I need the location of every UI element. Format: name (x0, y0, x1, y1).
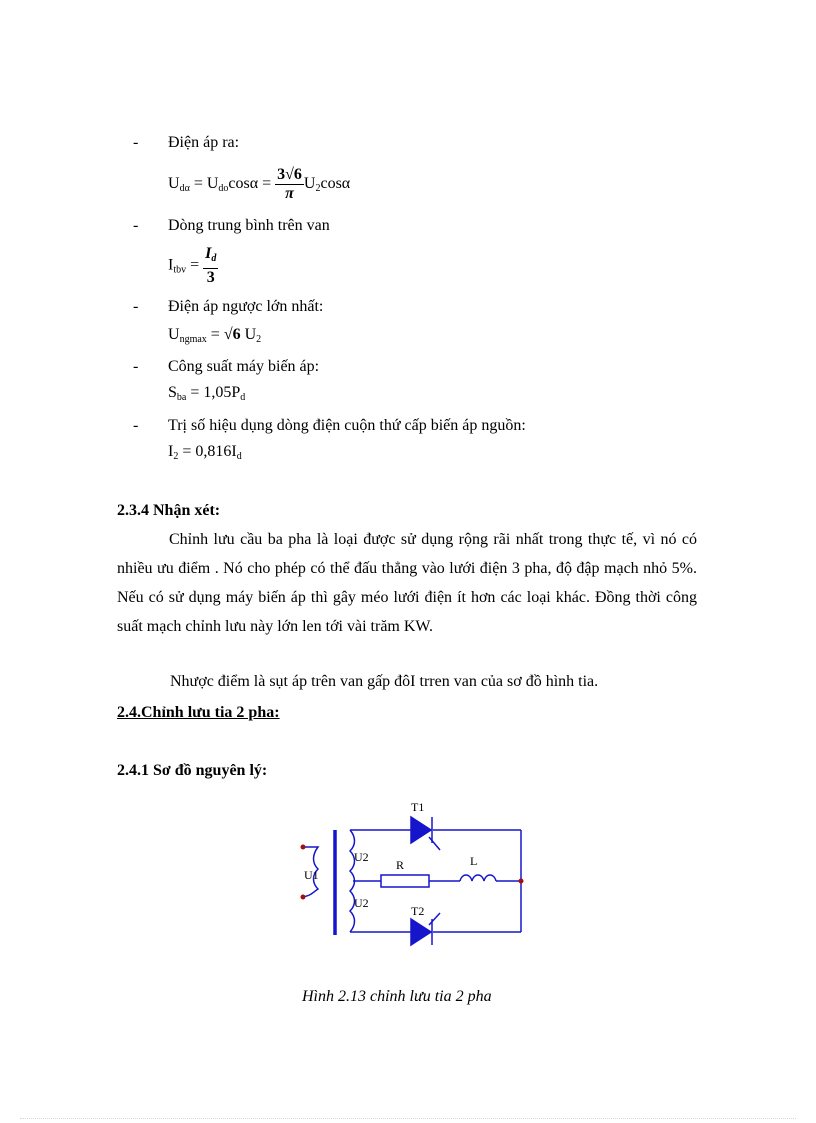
thyristor-t1 (411, 817, 440, 850)
label-r: R (396, 858, 405, 872)
square-root: √6 (223, 326, 241, 343)
label-u2-bottom: U2 (354, 896, 369, 910)
formula-text: = U (189, 175, 219, 193)
resistor-r (381, 875, 429, 887)
fraction-denominator: π (285, 185, 294, 202)
formula-text: = 1,05P (186, 384, 241, 401)
fraction-denominator: 3 (206, 269, 215, 286)
formula-subscript: d (211, 253, 217, 264)
bullet-dash: - (133, 358, 139, 375)
paragraph-text: Chỉnh lưu cầu ba pha là loại được sử dụng rộng rãi nhất trong thực tế, vì nó có nhiều ưu điểm . Nó cho phép có thể đấu thẳng vào lưới điện 3 pha, độ đập mạch nhỏ 5%. Nếu có sử dụng máy biến áp thì gây méo lưới điện ít hơn các loại khác. Đồng thời công suất mạch chỉnh lưu này lớn len tới vài trăm KW. (117, 531, 697, 635)
paragraph-remarks (117, 525, 697, 641)
bullet-secondary-rms-current: Trị số hiệu dụng dòng điện cuộn thứ cấp biến áp nguồn: (168, 417, 526, 434)
formula-max-reverse-voltage (168, 326, 261, 345)
bullet-max-reverse-voltage: Điện áp ngược lớn nhất: (168, 298, 324, 315)
formula-subscript: d (236, 451, 242, 462)
label-t1: T1 (411, 800, 425, 814)
section-title-2-3-4: 2.3.4 Nhận xét: (117, 502, 221, 519)
formula-symbol: U (303, 175, 316, 193)
formula-subscript: d (240, 392, 246, 403)
inductor-l (460, 875, 496, 881)
formula-average-valve-current (168, 245, 218, 287)
formula-symbol: I (168, 256, 174, 274)
formula-output-voltage (168, 166, 350, 203)
formula-symbol: I (168, 443, 174, 460)
formula-text: = 0,816I (178, 443, 237, 460)
formula-subscript: 2 (173, 451, 179, 462)
formula-subscript: ba (176, 392, 187, 403)
junction-node (519, 879, 524, 884)
formula-subscript: do (218, 183, 229, 195)
fraction-numerator (203, 245, 218, 269)
label-u2-top: U2 (354, 850, 369, 864)
bullet-dash: - (133, 134, 139, 151)
formula-subscript: dα (179, 183, 190, 195)
terminal-node (301, 895, 306, 900)
bullet-dash: - (133, 417, 139, 434)
fraction (275, 166, 304, 203)
bullet-dash: - (133, 217, 139, 234)
formula-symbol: S (168, 384, 177, 401)
figure-caption: Hình 2.13 chỉnh lưu tia 2 pha (302, 988, 492, 1005)
formula-subscript: tbv (173, 264, 187, 276)
paragraph-disadvantage: Nhược điểm là sụt áp trên van gấp đôI trren van của sơ đồ hình tia. (170, 673, 599, 690)
fraction (203, 245, 218, 287)
section-title-2-4-1: 2.4.1 Sơ đồ nguyên lý: (117, 762, 268, 779)
page-bottom-divider (20, 1118, 796, 1119)
formula-text: cosα (320, 175, 351, 193)
formula-symbol: U (168, 175, 180, 193)
formula-symbol: I (205, 245, 212, 262)
bullet-transformer-power: Công suất máy biến áp: (168, 358, 320, 375)
formula-text: cosα = (228, 175, 276, 193)
formula-transformer-power (168, 384, 245, 403)
formula-text: = (206, 326, 224, 343)
label-u1: U1 (304, 868, 319, 882)
formula-symbol: U (240, 326, 257, 343)
fraction-numerator: 3√6 (277, 166, 302, 183)
formula-symbol: U (168, 326, 180, 343)
terminal-node (301, 845, 306, 850)
formula-subscript: 2 (315, 183, 321, 195)
formula-text: = (186, 256, 204, 274)
formula-subscript: 2 (256, 334, 262, 345)
bullet-dash: - (133, 298, 139, 315)
formula-secondary-rms-current (168, 443, 242, 462)
circuit-diagram (290, 795, 540, 950)
section-title-2-4: 2.4.Chỉnh lưu tia 2 pha: (117, 704, 280, 721)
label-t2: T2 (411, 904, 425, 918)
bullet-average-valve-current: Dòng trung bình trên van (168, 217, 330, 234)
label-l: L (470, 854, 478, 868)
formula-subscript: ngmax (179, 334, 207, 345)
bullet-output-voltage: Điện áp ra: (168, 134, 240, 151)
